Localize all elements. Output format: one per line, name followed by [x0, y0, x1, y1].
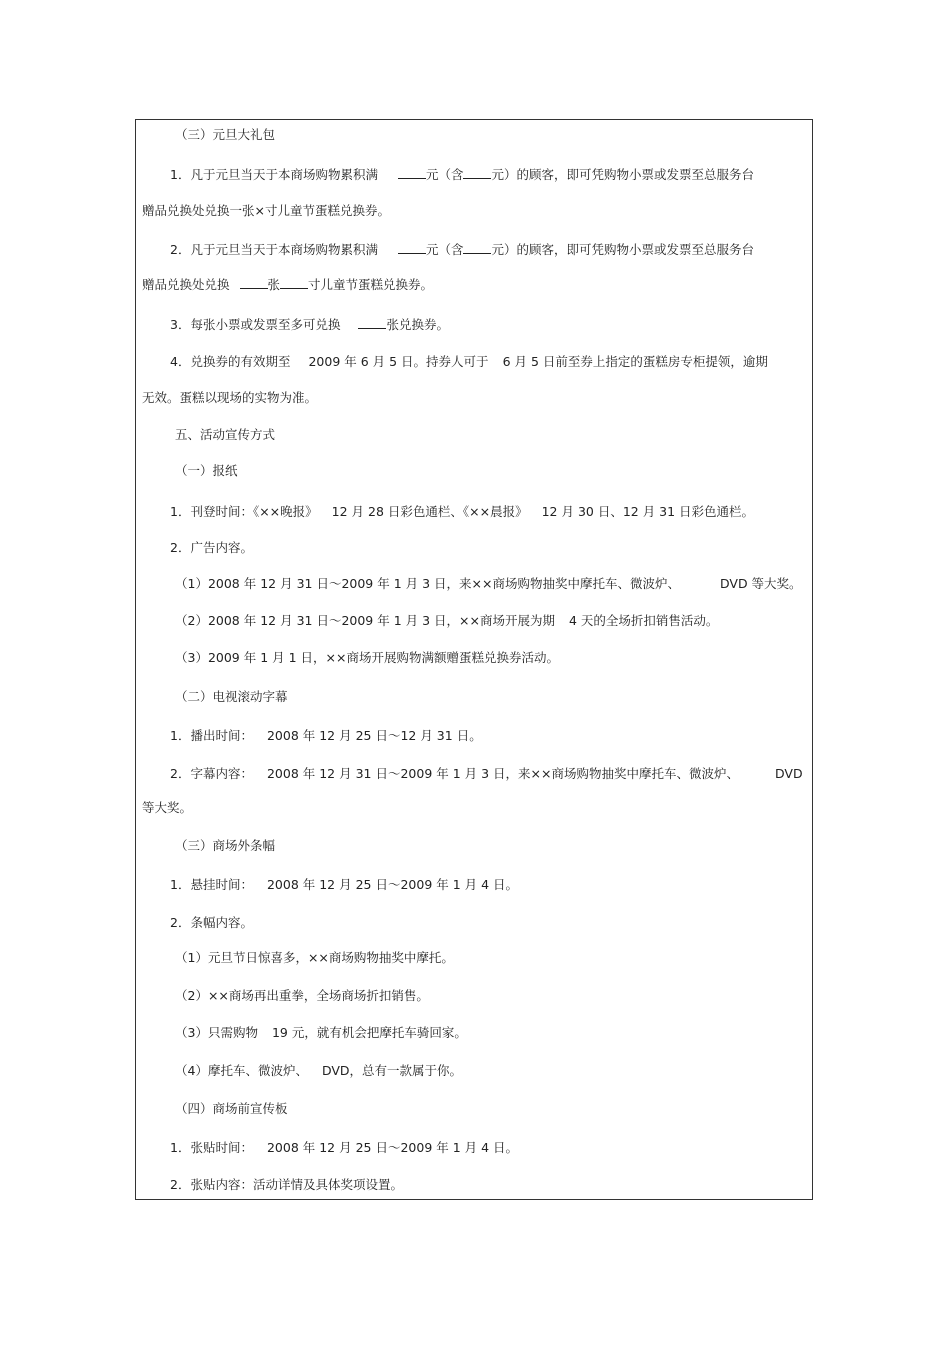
text-segment: 4．兑换券的有效期至: [170, 354, 291, 369]
paragraph-line: [142, 276, 433, 293]
paragraph-line: [175, 576, 802, 592]
text-segment: DVD 等大奖。: [719, 576, 802, 591]
text-segment: 张: [267, 277, 281, 292]
paragraph-line: （1）元旦节日惊喜多，××商场购物抽奖中摩托。: [175, 950, 454, 965]
text-segment: 12 月 28 日彩色通栏、《××晨报》: [331, 504, 528, 519]
paragraph-line: （2）××商场再出重拳，全场商场折扣销售。: [175, 988, 429, 1003]
paragraph-line: （3）2009 年 1 月 1 日，××商场开展购物满额赠蛋糕兑换券活动。: [175, 650, 559, 665]
text-segment: 2008 年 12 月 25 日～2009 年 1 月 4 日。: [266, 1140, 519, 1155]
subsection-heading: （一）报纸: [175, 463, 238, 478]
text-segment: （2）2008 年 12 月 31 日～2009 年 1 月 3 日，××商场开展为期: [175, 613, 555, 628]
text-segment: 3．每张小票或发票至多可兑换: [170, 317, 341, 332]
paragraph-line: [170, 1140, 518, 1156]
text-segment: 4 天的全场折扣销售活动。: [568, 613, 719, 628]
text-segment: 1．悬挂时间：: [170, 877, 253, 892]
paragraph-line: [170, 354, 768, 370]
text-segment: 元）的顾客，即可凭购物小票或发票至总服务台: [491, 167, 754, 182]
subsection-heading: （四）商场前宣传板: [175, 1101, 288, 1116]
paragraph-line: 2．广告内容。: [170, 540, 253, 555]
text-segment: DVD，总有一款属于你。: [321, 1063, 463, 1078]
paragraph-line: [170, 766, 739, 782]
text-segment: 1．张贴时间：: [170, 1140, 253, 1155]
paragraph-line: 赠品兑换处兑换一张×寸儿童节蛋糕兑换券。: [142, 203, 390, 218]
paragraph-line: 等大奖。: [142, 800, 193, 815]
paragraph-line: [170, 316, 449, 333]
text-segment: （3）只需购物: [175, 1025, 258, 1040]
text-segment: 寸儿童节蛋糕兑换券。: [308, 277, 434, 292]
blank-field: [280, 276, 308, 289]
paragraph-line: [170, 877, 518, 893]
paragraph-line: [170, 504, 754, 520]
text-segment: 赠品兑换处兑换: [142, 277, 230, 292]
text-segment: 张兑换券。: [386, 317, 449, 332]
text-segment: （4）摩托车、微波炉、: [175, 1063, 308, 1078]
blank-field: [398, 241, 426, 254]
text-segment: 2008 年 12 月 25 日～12 月 31 日。: [266, 728, 482, 743]
blank-field: [358, 316, 386, 329]
text-segment: 元）的顾客，即可凭购物小票或发票至总服务台: [491, 242, 754, 257]
blank-field: [398, 166, 426, 179]
text-segment: 1．刊登时间：《××晚报》: [170, 504, 318, 519]
text-segment: 2．凡于元旦当天于本商场购物累积满: [170, 242, 378, 257]
subsection-heading: （三）元旦大礼包: [175, 127, 276, 142]
text-segment: 1．凡于元旦当天于本商场购物累积满: [170, 167, 378, 182]
text-segment: 12 月 30 日、12 月 31 日彩色通栏。: [541, 504, 755, 519]
text-segment: （1）2008 年 12 月 31 日～2009 年 1 月 3 日，来××商场购物抽奖中摩托车、微波炉、: [175, 576, 680, 591]
paragraph-line: [170, 241, 754, 258]
text-segment: 1．播出时间：: [170, 728, 253, 743]
text-segment: 元（含: [425, 167, 464, 182]
blank-field: [463, 241, 491, 254]
text-segment: 2009 年 6 月 5 日。持券人可于: [308, 354, 489, 369]
paragraph-line: [175, 1063, 462, 1079]
paragraph-line: [175, 1025, 467, 1041]
text-segment: 19 元，就有机会把摩托车骑回家。: [271, 1025, 467, 1040]
blank-field: [240, 276, 268, 289]
text-segment: 6 月 5 日前至券上指定的蛋糕房专柜提领，逾期: [502, 354, 768, 369]
blank-field: [463, 166, 491, 179]
section-heading: 五、活动宣传方式: [175, 427, 276, 442]
subsection-heading: （二）电视滚动字幕: [175, 689, 288, 704]
subsection-heading: （三）商场外条幅: [175, 838, 276, 853]
paragraph-line: DVD: [775, 766, 803, 781]
text-segment: 2008 年 12 月 25 日～2009 年 1 月 4 日。: [266, 877, 519, 892]
paragraph-line: [170, 728, 482, 744]
text-segment: 元（含: [425, 242, 464, 257]
text-segment: 2008 年 12 月 31 日～2009 年 1 月 3 日，来××商场购物抽奖中摩托车、微波炉、: [266, 766, 739, 781]
paragraph-line: 无效。蛋糕以现场的实物为准。: [142, 390, 318, 405]
paragraph-line: [170, 166, 754, 183]
paragraph-line: [175, 613, 718, 629]
text-segment: 2．字幕内容：: [170, 766, 253, 781]
paragraph-line: 2．张贴内容：活动详情及具体奖项设置。: [170, 1177, 403, 1192]
paragraph-line: 2．条幅内容。: [170, 915, 253, 930]
